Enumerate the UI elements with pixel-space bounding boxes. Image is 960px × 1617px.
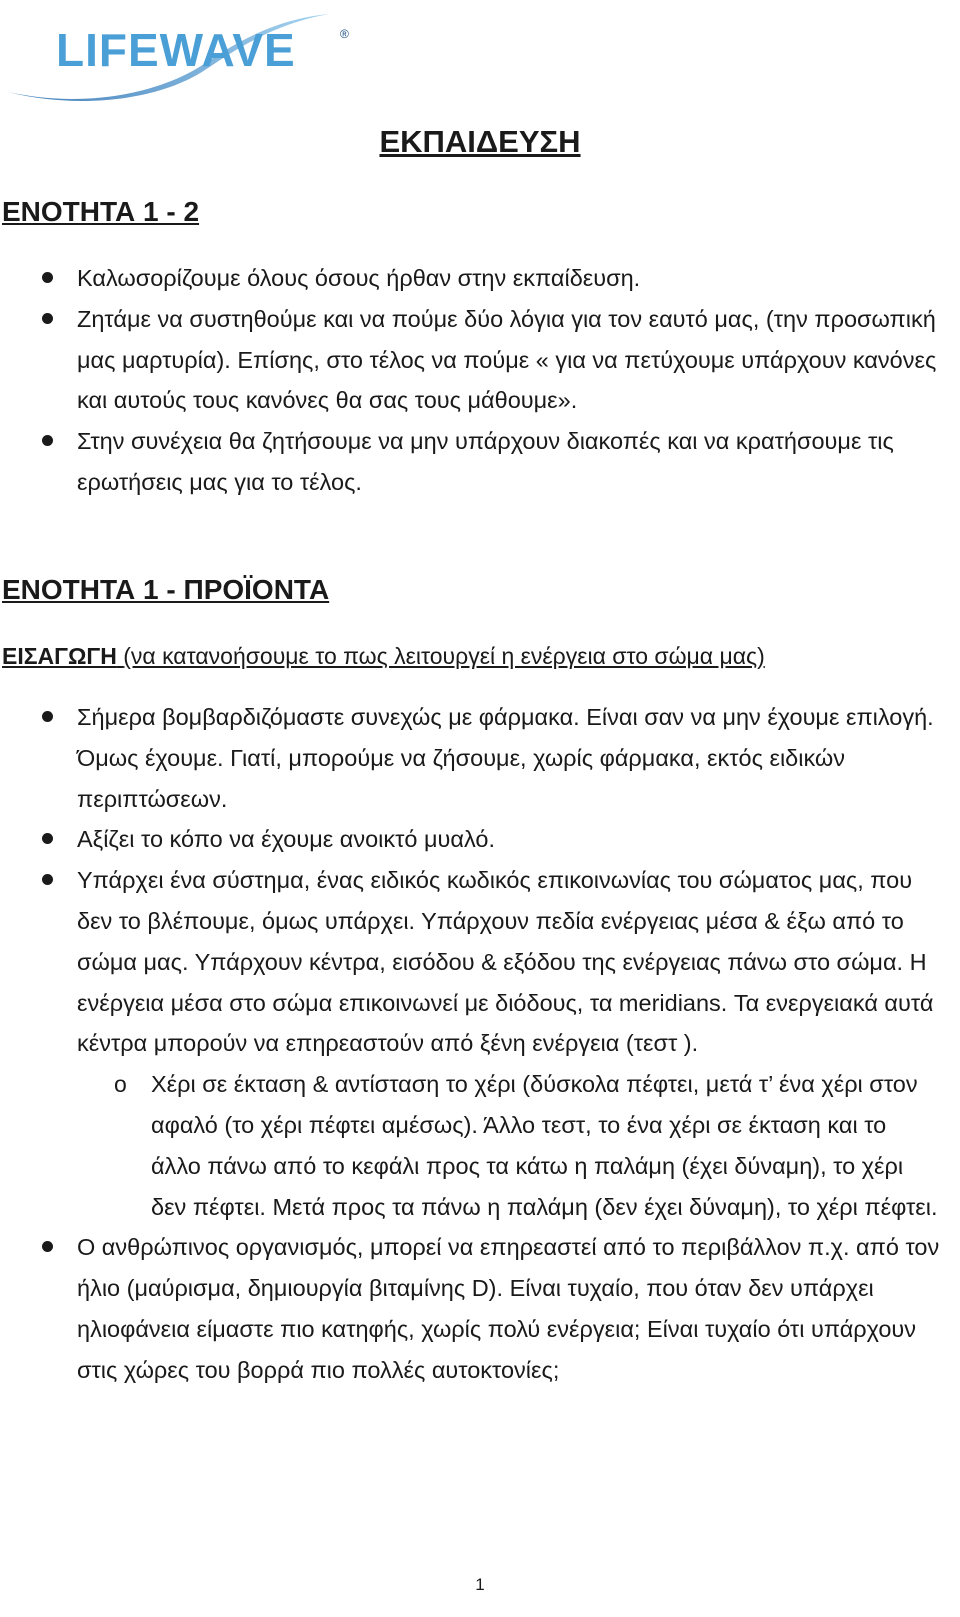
list-item: Ο ανθρώπινος οργανισμός, μπορεί να επηρεαστεί από το περιβάλλον π.χ. από τον ήλιο (μαύρισμα, δημιουργία βιταμίνης D). Είναι τυχαίο, που όταν δεν υπάρχει ηλιοφάνεια είμαστε πιο κατηφής, χωρίς πολύ ενέργεια; Είναι τυχαίο ότι υπάρχουν στις χώρες του βορρά πιο πολλές αυτοκτονίες; <box>0 1227 940 1390</box>
list-item: Υπάρχει ένα σύστημα, ένας ειδικός κωδικός επικοινωνίας του σώματος μας, που δεν το βλέπουμε, όμως υπάρχει. Υπάρχουν πεδία ενέργειας μέσα & έξω από το σώμα μας. Υπάρχουν κέντρα, εισόδου & εξόδου της ενέργειας πάνω στο σώμα. Η ενέργεια μέσα στο σώμα επικοινωνεί με διόδους, τα meridians. Τα ενεργειακά αυτά κέντρα μπορούν να επηρεαστούν από ξένη ενέργεια (τεστ ). <box>0 860 940 1064</box>
logo-registered-mark: ® <box>340 27 349 41</box>
logo-graphic <box>0 0 380 112</box>
section-1-heading: ΕΝΟΤΗΤΑ 1 - 2 <box>2 196 200 227</box>
lifewave-logo <box>0 0 380 112</box>
section-2-bullet-list <box>0 697 940 1391</box>
list-item: Στην συνέχεια θα ζητήσουμε να μην υπάρχουν διακοπές και να κρατήσουμε τις ερωτήσεις μας για το τέλος. <box>0 421 940 503</box>
introduction-line <box>2 640 765 672</box>
introduction-text: (να κατανοήσουμε το πως λειτουργεί η ενέργεια στο σώμα μας) <box>123 643 765 669</box>
logo-text: LIFEWAVE <box>56 24 296 76</box>
list-item: Αξίζει το κόπο να έχουμε ανοικτό μυαλό. <box>0 819 940 860</box>
sub-list-item: o Χέρι σε έκταση & αντίσταση το χέρι (δύσκολα πέφτει, μετά τ’ ένα χέρι στον αφαλό (το χέρι πέφτει αμέσως). Άλλο τεστ, το ένα χέρι σε έκταση και το άλλο πάνω από το κεφάλι προς τα κάτω η παλάμη (έχει δύναμη), το χέρι δεν πέφτει. Μετά προς τα πάνω η παλάμη (δεν έχει δύναμη), το χέρι πέφτει. <box>0 1064 940 1227</box>
list-item: Καλωσορίζουμε όλους όσους ήρθαν στην εκπαίδευση. <box>0 258 940 299</box>
section-2-heading: ΕΝΟΤΗΤΑ 1 - ΠΡΟΪΟΝΤΑ <box>2 574 330 605</box>
document-title: ΕΚΠΑΙΔΕΥΣΗ <box>379 124 581 159</box>
page-number: 1 <box>475 1575 485 1594</box>
list-item: Σήμερα βομβαρδιζόμαστε συνεχώς με φάρμακα. Είναι σαν να μην έχουμε επιλογή. Όμως έχουμε. Γιατί, μπορούμε να ζήσουμε, χωρίς φάρμακα, εκτός ειδικών περιπτώσεων. <box>0 697 940 819</box>
section-1-bullet-list <box>0 258 940 503</box>
introduction-label: ΕΙΣΑΓΩΓΗ <box>2 643 117 669</box>
list-item: Ζητάμε να συστηθούμε και να πούμε δύο λόγια για τον εαυτό μας, (την προσωπική μας μαρτυρία). Επίσης, στο τέλος να πούμε « για να πετύχουμε υπάρχουν κανόνες και αυτούς τους κανόνες θα σας τους μάθουμε». <box>0 299 940 421</box>
